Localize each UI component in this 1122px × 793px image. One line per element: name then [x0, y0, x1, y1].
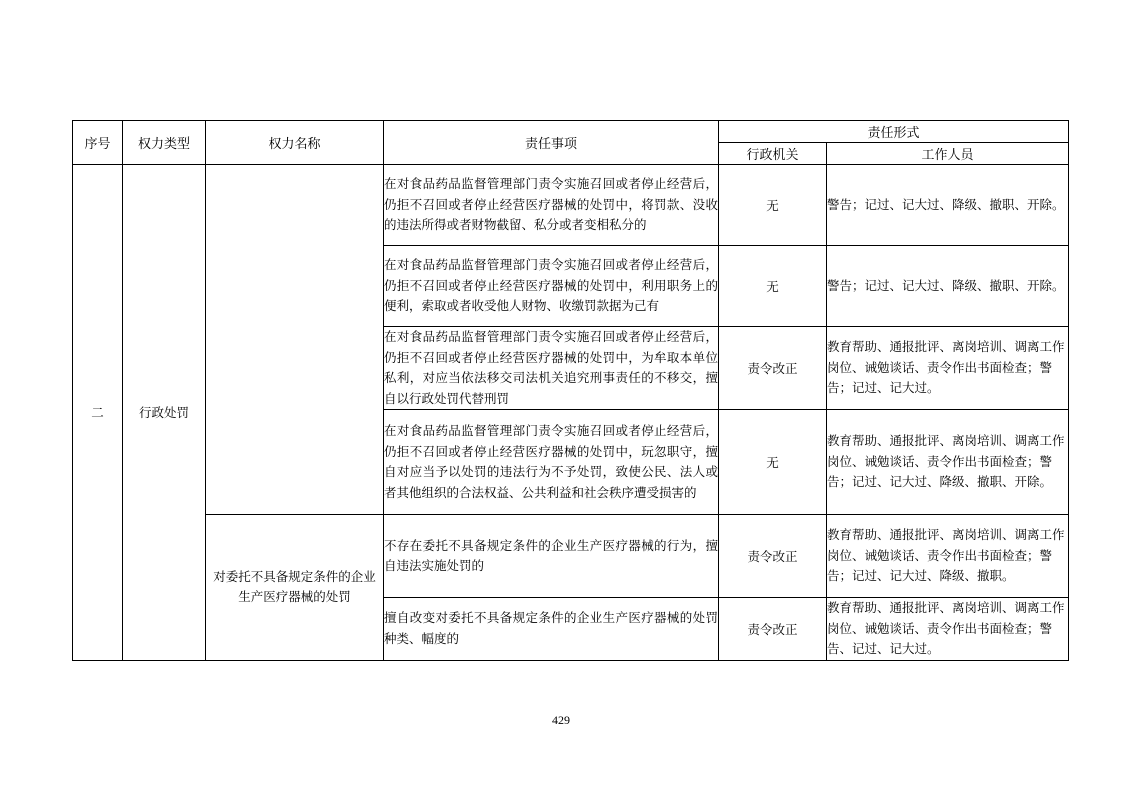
staff-cell: 教育帮助、通报批评、离岗培训、调离工作岗位、诫勉谈话、责令作出书面检查；警告；记过、记大过、降级、撤职、开除。 — [827, 410, 1069, 515]
header-responsibility: 责任事项 — [384, 121, 719, 165]
power-type-cell: 行政处罚 — [123, 165, 206, 661]
header-seq: 序号 — [73, 121, 123, 165]
staff-cell: 教育帮助、通报批评、离岗培训、调离工作岗位、诫勉谈话、责令作出书面检查；警告；记过、记大过、降级、撤职。 — [827, 515, 1069, 598]
header-admin-org: 行政机关 — [719, 143, 827, 165]
admin-org-cell: 无 — [719, 410, 827, 515]
seq-cell: 二 — [73, 165, 123, 661]
item-cell: 在对食品药品监督管理部门责令实施召回或者停止经营后，仍拒不召回或者停止经营医疗器械的处罚中，玩忽职守，擅自对应当予以处罚的违法行为不予处罚，致使公民、法人或者其他组织的合法权益、公共利益和社会秩序遭受损害的 — [384, 410, 719, 515]
staff-cell: 教育帮助、通报批评、离岗培训、调离工作岗位、诫勉谈话、责令作出书面检查；警告；记过、记大过。 — [827, 327, 1069, 410]
table-row — [73, 165, 1069, 246]
staff-cell: 教育帮助、通报批评、离岗培训、调离工作岗位、诫勉谈话、责令作出书面检查；警告、记过、记大过。 — [827, 598, 1069, 661]
item-cell: 不存在委托不具备规定条件的企业生产医疗器械的行为，擅自违法实施处罚的 — [384, 515, 719, 598]
power-name-cell: 对委托不具备规定条件的企业生产医疗器械的处罚 — [206, 515, 384, 661]
staff-cell: 警告；记过、记大过、降级、撤职、开除。 — [827, 246, 1069, 327]
item-cell: 在对食品药品监督管理部门责令实施召回或者停止经营后，仍拒不召回或者停止经营医疗器械的处罚中，为牟取本单位私利，对应当依法移交司法机关追究刑事责任的不移交，擅自以行政处罚代替刑罚 — [384, 327, 719, 410]
admin-org-cell: 无 — [719, 165, 827, 246]
staff-cell: 警告；记过、记大过、降级、撤职、开除。 — [827, 165, 1069, 246]
header-power-type: 权力类型 — [123, 121, 206, 165]
item-cell: 在对食品药品监督管理部门责令实施召回或者停止经营后，仍拒不召回或者停止经营医疗器械的处罚中，将罚款、没收的违法所得或者财物截留、私分或者变相私分的 — [384, 165, 719, 246]
header-staff: 工作人员 — [827, 143, 1069, 165]
table-row — [73, 515, 1069, 598]
admin-org-cell: 无 — [719, 246, 827, 327]
power-name-cell — [206, 165, 384, 515]
header-resp-form: 责任形式 — [719, 121, 1069, 143]
item-cell: 擅自改变对委托不具备规定条件的企业生产医疗器械的处罚种类、幅度的 — [384, 598, 719, 661]
responsibility-table — [72, 120, 1069, 661]
header-power-name: 权力名称 — [206, 121, 384, 165]
page-number: 429 — [552, 713, 570, 727]
admin-org-cell: 责令改正 — [719, 515, 827, 598]
item-cell: 在对食品药品监督管理部门责令实施召回或者停止经营后，仍拒不召回或者停止经营医疗器械的处罚中，利用职务上的便利，索取或者收受他人财物、收缴罚款据为己有 — [384, 246, 719, 327]
admin-org-cell: 责令改正 — [719, 598, 827, 661]
admin-org-cell: 责令改正 — [719, 327, 827, 410]
